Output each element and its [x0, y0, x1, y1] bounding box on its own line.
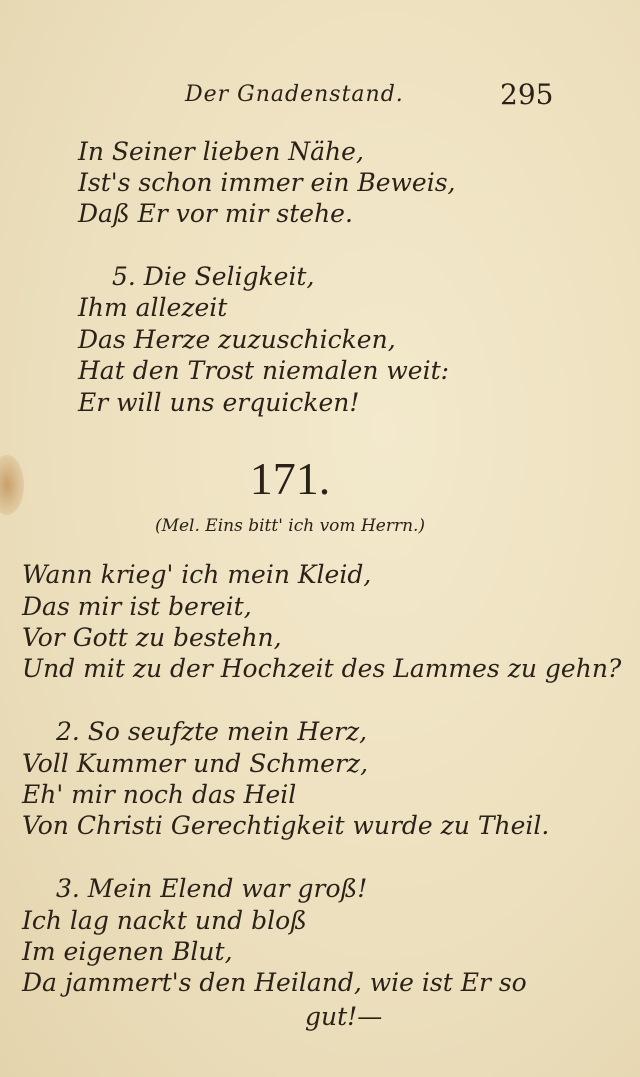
page-header	[0, 78, 640, 112]
verse-line: In Seiner lieben Nähe,	[78, 137, 364, 166]
verse-line: Da jammert's den Heiland, wie ist Er so	[22, 968, 527, 997]
page-number: 295	[500, 78, 554, 111]
verse-line: Und mit zu der Hochzeit des Lammes zu gehn?	[22, 654, 622, 683]
melody-note: (Mel. Eins bitt' ich vom Herrn.)	[154, 516, 426, 536]
verse-line: Vor Gott zu bestehn,	[22, 623, 282, 652]
verse-line: Eh' mir noch das Heil	[22, 780, 297, 809]
verse-line: Daß Er vor mir stehe.	[78, 199, 353, 228]
verse-line: Voll Kummer und Schmerz,	[22, 749, 369, 778]
verse-line: Im eigenen Blut,	[22, 937, 233, 966]
verse-line: Das Herze zuzuschicken,	[78, 325, 396, 354]
verse-line: Ich lag nackt und bloß	[22, 906, 307, 935]
verse-line: 5. Die Seligkeit,	[112, 262, 315, 291]
verse-line: Ihm allezeit	[78, 293, 228, 322]
verse-line: Von Christi Gerechtigkeit wurde zu Theil.	[22, 811, 550, 840]
verse-line: 3. Mein Elend war groß!	[56, 874, 368, 903]
hymn-number: 171.	[249, 453, 331, 504]
verse-line: Er will uns erquicken!	[78, 388, 360, 417]
running-title: Der Gnadenstand.	[185, 82, 404, 107]
verse-line: Hat den Trost niemalen weit:	[78, 356, 450, 385]
verse-line: gut!—	[305, 1002, 383, 1031]
verse-line: Das mir ist bereit,	[22, 592, 252, 621]
verse-line: Wann krieg' ich mein Kleid,	[22, 560, 372, 589]
verse-line: Ist's schon immer ein Beweis,	[78, 168, 456, 197]
verse-line: 2. So seufzte mein Herz,	[56, 717, 368, 746]
